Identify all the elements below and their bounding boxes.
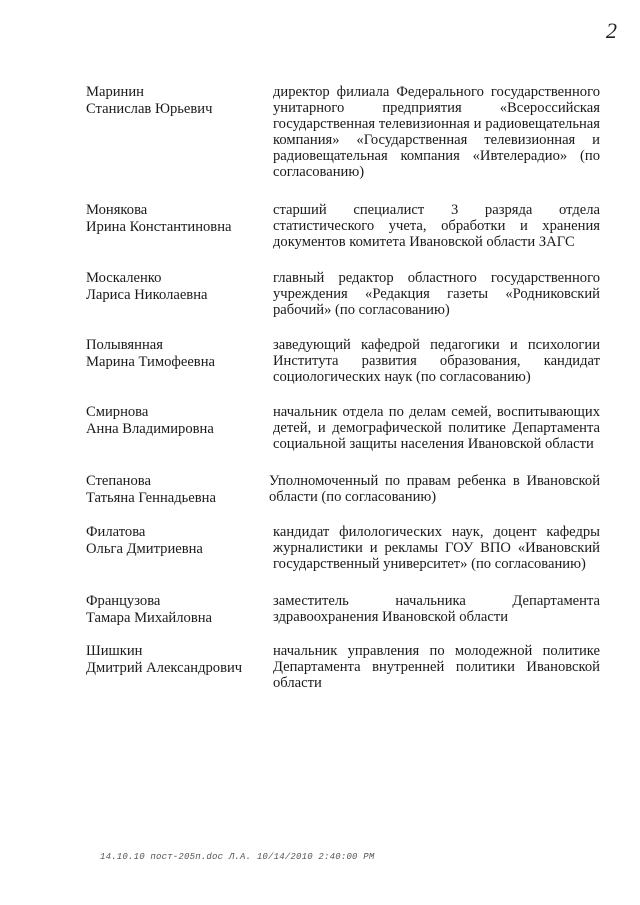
member-given-name: Тамара Михайловна <box>86 610 212 626</box>
member-position: главный редактор областного государственного учреждения «Редакция газеты «Родниковский рабочий» (по согласованию) <box>273 270 600 318</box>
member-name <box>86 202 261 236</box>
member-surname: Москаленко <box>86 270 162 286</box>
member-position: Уполномоченный по правам ребенка в Ивановской области (по согласованию) <box>269 473 600 505</box>
member-name <box>86 593 261 627</box>
member-given-name: Марина Тимофеевна <box>86 354 215 370</box>
member-position: старший специалист 3 разряда отдела статистического учета, обработки и хранения документов комитета Ивановской области ЗАГС <box>273 202 600 250</box>
member-given-name: Ольга Дмитриевна <box>86 541 203 557</box>
member-surname: Монякова <box>86 202 148 218</box>
member-surname: Полывянная <box>86 337 163 353</box>
member-surname: Маринин <box>86 84 144 100</box>
member-name <box>86 404 261 438</box>
member-given-name: Татьяна Геннадьевна <box>86 490 216 506</box>
member-position: заведующий кафедрой педагогики и психологии Института развития образования, кандидат социологических наук (по согласованию) <box>273 337 600 385</box>
member-name <box>86 473 261 507</box>
member-name <box>86 524 261 558</box>
member-surname: Шишкин <box>86 643 143 659</box>
member-given-name: Лариса Николаевна <box>86 287 208 303</box>
member-position: начальник управления по молодежной политике Департамента внутренней политики Ивановской области <box>273 643 600 691</box>
member-position: заместитель начальника Департамента здравоохранения Ивановской области <box>273 593 600 625</box>
page-number: 2 <box>606 18 617 43</box>
member-position: начальник отдела по делам семей, воспитывающих детей, и демографической политике Департамента социальной защиты населения Ивановской области <box>273 404 600 452</box>
member-given-name: Станислав Юрьевич <box>86 101 213 117</box>
member-name <box>86 84 261 118</box>
member-surname: Смирнова <box>86 404 149 420</box>
member-given-name: Анна Владимировна <box>86 421 214 437</box>
member-surname: Филатова <box>86 524 146 540</box>
member-surname: Французова <box>86 593 161 609</box>
member-surname: Степанова <box>86 473 151 489</box>
member-name <box>86 337 261 371</box>
member-given-name: Дмитрий Александрович <box>86 660 243 676</box>
member-position: кандидат филологических наук, доцент кафедры журналистики и рекламы ГОУ ВПО «Ивановский государственный университет» (по согласованию) <box>273 524 600 572</box>
member-given-name: Ирина Константиновна <box>86 219 232 235</box>
member-name <box>86 643 261 677</box>
member-name <box>86 270 261 304</box>
document-footer: 14.10.10 пост-205п.doc Л.А. 10/14/2010 2:40:00 PM <box>100 852 375 862</box>
member-position: директор филиала Федерального государственного унитарного предприятия «Всероссийская государственная телевизионная и радиовещательная компания» «Государственная телевизионная и радиовещательная компания «Ивтелерадио» (по согласованию) <box>273 84 600 180</box>
